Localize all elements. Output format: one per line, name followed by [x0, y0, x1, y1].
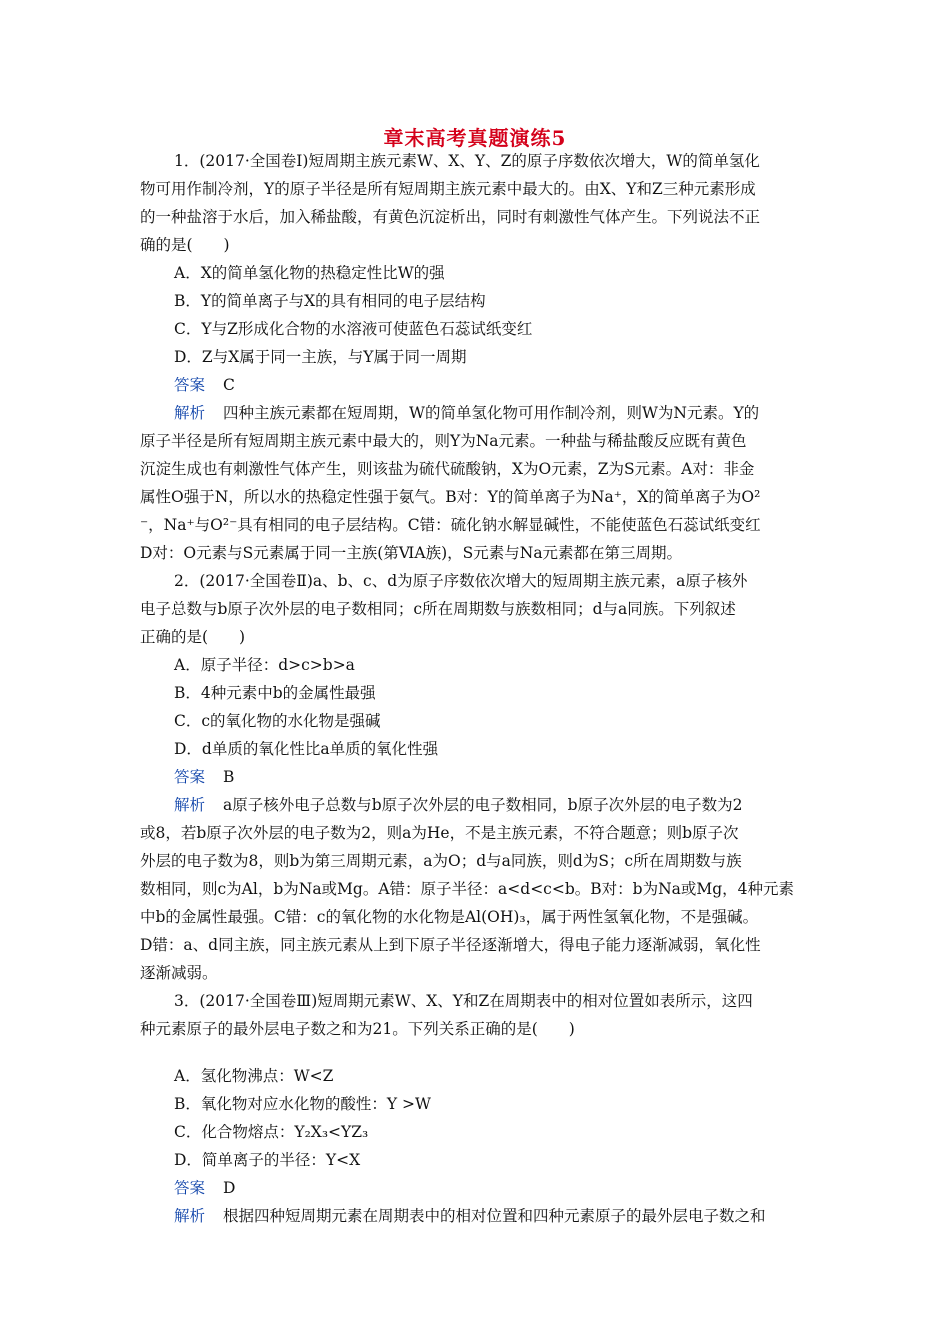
q1-stem-line: 物可用作制冷剂，Y的原子半径是所有短周期主族元素中最大的。由X、Y和Z三种元素形成 [140, 180, 756, 198]
q2-option-c: C．c的氧化物的水化物是强碱 [174, 712, 381, 730]
q1-analysis-line: 属性O强于N，所以水的热稳定性强于氨气。B对：Y的简单离子为Na⁺，X的简单离子为O² [140, 488, 761, 506]
q2-analysis-line: 逐渐减弱。 [140, 964, 218, 982]
analysis-text: 四种主族元素都在短周期，W的简单氢化物可用作制冷剂，则W为N元素。Y的 [223, 404, 760, 422]
q1-analysis-line: 原子半径是所有短周期主族元素中最大的，则Y为Na元素。一种盐与稀盐酸反应既有黄色 [140, 432, 747, 450]
q3-stem-line: 种元素原子的最外层电子数之和为21。下列关系正确的是( ) [140, 1020, 575, 1038]
answer-label: 答案 [174, 768, 206, 786]
q1-option-b: B．Y的简单离子与X的具有相同的电子层结构 [174, 292, 486, 310]
q2-analysis-line: 数相同，则c为Al，b为Na或Mg。A错：原子半径：a<d<c<b。B对：b为Na或Mg，4种元素 [140, 880, 795, 898]
analysis-text: 根据四种短周期元素在周期表中的相对位置和四种元素原子的最外层电子数之和 [223, 1207, 766, 1225]
q1-stem-line: 1．(2017·全国卷Ⅰ)短周期主族元素W、X、Y、Z的原子序数依次增大，W的简单氢化 [174, 152, 760, 170]
q1-option-c: C．Y与Z形成化合物的水溶液可使蓝色石蕊试纸变红 [174, 320, 533, 338]
q2-option-d: D．d单质的氧化性比a单质的氧化性强 [174, 740, 439, 758]
q3-option-b: B．氧化物对应水化物的酸性：Y >W [174, 1095, 431, 1113]
q2-analysis-line: 中b的金属性最强。C错：c的氧化物的水化物是Al(OH)₃，属于两性氢氧化物，不是强碱。 [140, 908, 759, 926]
answer-value: B [223, 768, 235, 786]
answer-value: C [223, 376, 235, 394]
answer-value: D [223, 1179, 236, 1197]
q3-option-c: C．化合物熔点：Y₂X₃<YZ₃ [174, 1123, 369, 1141]
q3-analysis-line [174, 1206, 766, 1226]
q2-answer [174, 767, 234, 787]
q1-analysis-line: 沉淀生成也有刺激性气体产生，则该盐为硫代硫酸钠，X为O元素，Z为S元素。A对：非金 [140, 460, 755, 478]
q2-stem-line: 正确的是( ) [140, 628, 246, 646]
q2-analysis-line: 或8，若b原子次外层的电子数为2，则a为He，不是主族元素，不符合题意；则b原子次 [140, 824, 739, 842]
q3-answer [174, 1178, 235, 1198]
q2-stem-line: 2．(2017·全国卷Ⅱ)a、b、c、d为原子序数依次增大的短周期主族元素，a原子核外 [174, 572, 748, 590]
q1-analysis-line [174, 403, 759, 423]
q1-analysis-line: ⁻，Na⁺与O²⁻具有相同的电子层结构。C错：硫化钠水解显碱性，不能使蓝色石蕊试纸变红 [140, 516, 761, 534]
q2-analysis-line [174, 795, 742, 815]
q1-analysis-line: D对：O元素与S元素属于同一主族(第ⅥA族)，S元素与Na元素都在第三周期。 [140, 544, 683, 562]
q3-option-d: D．简单离子的半径：Y<X [174, 1151, 361, 1169]
q3-option-a: A．氢化物沸点：W<Z [174, 1067, 334, 1085]
analysis-label: 解析 [174, 404, 206, 422]
analysis-label: 解析 [174, 796, 206, 814]
q2-analysis-line: D错：a、d同主族，同主族元素从上到下原子半径逐渐增大，得电子能力逐渐减弱，氧化性 [140, 936, 761, 954]
analysis-text: a原子核外电子总数与b原子次外层的电子数相同，b原子次外层的电子数为2 [223, 796, 743, 814]
q1-answer [174, 375, 235, 395]
q2-option-b: B．4种元素中b的金属性最强 [174, 684, 376, 702]
answer-label: 答案 [174, 1179, 206, 1197]
q2-option-a: A．原子半径：d>c>b>a [174, 656, 355, 674]
q2-analysis-line: 外层的电子数为8，则b为第三周期元素，a为O；d与a同族，则d为S；c所在周期数与族 [140, 852, 742, 870]
page-title: 章末高考真题演练5 [383, 126, 567, 150]
q1-option-d: D．Z与X属于同一主族，与Y属于同一周期 [174, 348, 467, 366]
q1-option-a: A．X的简单氢化物的热稳定性比W的强 [174, 264, 445, 282]
q3-stem-line: 3．(2017·全国卷Ⅲ)短周期元素W、X、Y和Z在周期表中的相对位置如表所示，这四 [174, 992, 753, 1010]
q1-stem-line: 确的是( ) [140, 236, 230, 254]
answer-label: 答案 [174, 376, 206, 394]
q1-stem-line: 的一种盐溶于水后，加入稀盐酸，有黄色沉淀析出，同时有刺激性气体产生。下列说法不正 [140, 208, 761, 226]
analysis-label: 解析 [174, 1207, 206, 1225]
q2-stem-line: 电子总数与b原子次外层的电子数相同；c所在周期数与族数相同；d与a同族。下列叙述 [140, 600, 736, 618]
